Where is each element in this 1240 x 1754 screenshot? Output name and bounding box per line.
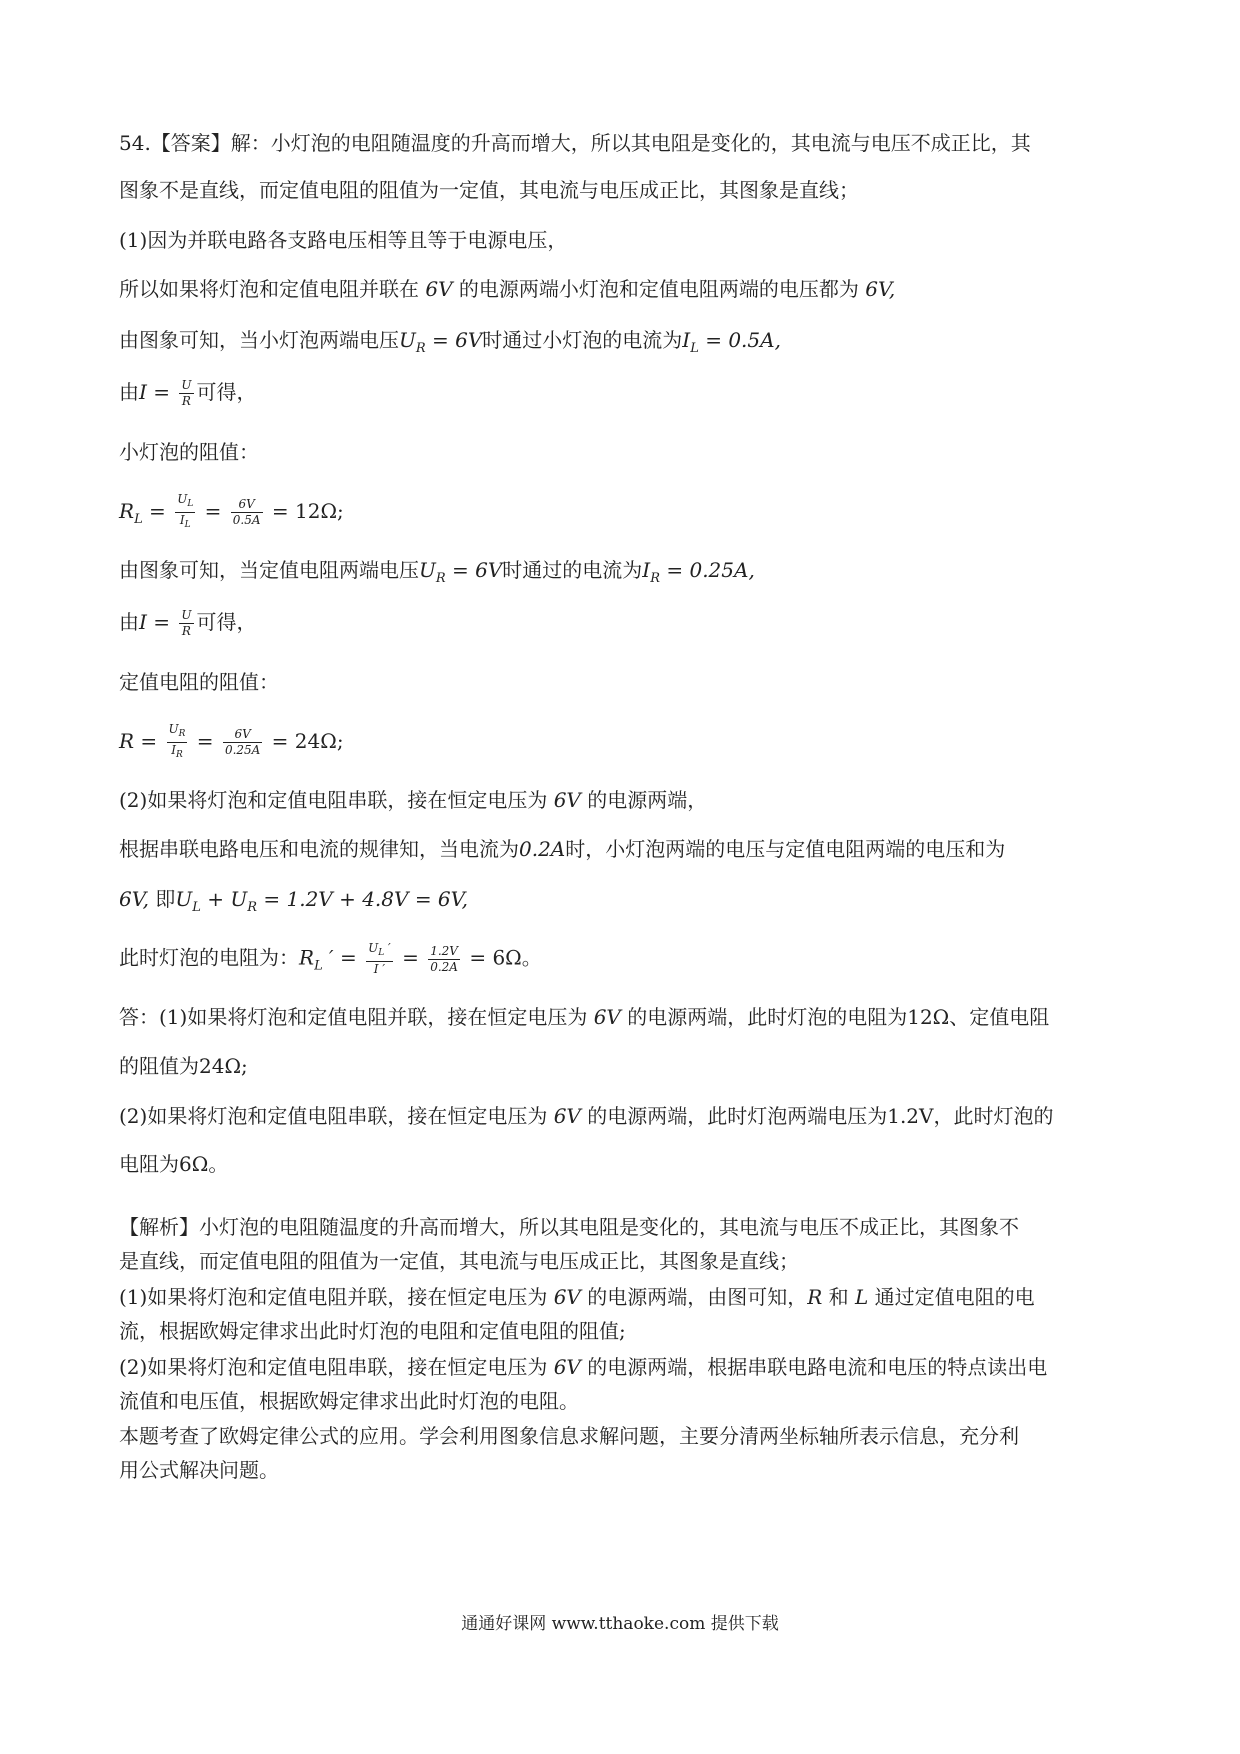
math-var: U: [177, 492, 188, 506]
math-var: R: [807, 1285, 823, 1309]
fraction: [175, 492, 195, 533]
math-var: R: [299, 945, 315, 970]
analysis-line-7: 本题考查了欧姆定律公式的应用。学会利用图象信息求解问题，主要分清两坐标轴所表示信息，充分利: [119, 1424, 1019, 1448]
math-var: L: [855, 1285, 869, 1309]
text-span: 。: [208, 1152, 229, 1176]
math-var: I: [171, 743, 176, 757]
text-span: 由图象可知，当小灯泡两端电压: [119, 328, 399, 352]
math-subscript: L: [690, 341, 699, 356]
fraction-denominator: R: [181, 394, 191, 408]
fraction-denominator: [175, 513, 195, 533]
math-subscript: R: [650, 571, 660, 586]
text-span: ;: [241, 1054, 248, 1078]
text-span: 此时灯泡的电阻为：: [119, 945, 299, 970]
math-span: ′ =: [322, 945, 364, 970]
analysis-line-4: 流，根据欧姆定律求出此时灯泡的电阻和定值电阻的阻值;: [119, 1319, 626, 1343]
text-span: ，此时灯泡的: [933, 1104, 1054, 1128]
math-subscript: R: [175, 750, 183, 760]
fraction: [167, 722, 188, 763]
fraction: [231, 497, 263, 528]
analysis-line-1: 【解析】小灯泡的电阻随温度的升高而增大，所以其电阻是变化的，其电流与电压不成正比，其图象不: [119, 1215, 1019, 1239]
fraction: [428, 944, 460, 975]
answer-line-4: [119, 274, 895, 304]
answer-line-8: [119, 492, 344, 535]
fraction-denominator: 0.5A: [232, 513, 261, 527]
fraction-numerator: [175, 492, 195, 513]
math-span: =: [190, 729, 220, 753]
math-span: 0.2A: [519, 837, 566, 861]
answer-line-6: [119, 377, 257, 409]
fraction-denominator: I ′: [373, 962, 386, 976]
answer-line-9: [119, 555, 755, 594]
text-span: 的电源两端，由图可知，: [580, 1285, 808, 1309]
text-span: 时，小灯泡两端的电压与定值电阻两端的电压和为: [565, 837, 1006, 861]
text-span: 的电源两端，: [580, 788, 708, 812]
math-span: =: [134, 729, 164, 753]
text-span: 根据串联电路电压和电流的规律知，当电流为: [119, 837, 519, 861]
text-span: 答：(1)如果将灯泡和定值电阻并联，接在恒定电压为: [119, 1005, 594, 1029]
math-var: R: [119, 729, 135, 753]
text-span: 由: [119, 380, 139, 404]
math-subscript: L: [192, 900, 201, 915]
math-subscript: R: [435, 571, 446, 586]
math-var: I: [682, 328, 691, 352]
answer-line-10: [119, 607, 257, 639]
math-var: I: [179, 513, 185, 527]
fraction-numerator: U: [181, 378, 192, 392]
text-span: 的电源两端，此时灯泡的电阻为: [620, 1005, 908, 1029]
answer-line-17: [119, 1002, 1049, 1032]
text-span: 可得，: [196, 610, 257, 634]
math-var: U: [175, 887, 193, 911]
text-span: (2)如果将灯泡和定值电阻串联，接在恒定电压为: [119, 1355, 554, 1379]
math-var: U: [368, 941, 379, 955]
math-span: 6V: [553, 1104, 581, 1128]
fraction-denominator: R: [181, 624, 191, 638]
text-span: 的电源两端小灯泡和定值电阻两端的电压都为: [452, 277, 866, 301]
text-span: 由: [119, 610, 139, 634]
fraction-numerator: 6V: [223, 727, 262, 743]
math-var: U: [399, 328, 416, 352]
math-span: 1.2V: [887, 1104, 934, 1128]
math-var: I: [642, 558, 651, 582]
answer-line-14: [119, 834, 1005, 864]
math-span: = 0.5A,: [698, 328, 781, 352]
answer-line-15: [119, 884, 468, 923]
text-span: (2)如果将灯泡和定值电阻串联，接在恒定电压为: [119, 788, 554, 812]
answer-line-5: [119, 325, 781, 364]
text-span: (2)如果将灯泡和定值电阻串联，接在恒定电压为: [119, 1104, 554, 1128]
math-span: 6V: [425, 277, 453, 301]
math-span: 6V,: [119, 887, 150, 911]
fraction-numerator: 1.2V: [430, 943, 458, 958]
math-subscript: L: [187, 499, 194, 509]
analysis-line-6: 流值和电压值，根据欧姆定律求出此时灯泡的电阻。: [119, 1389, 579, 1413]
analysis-line-2: 是直线，而定值电阻的阻值为一定值，其电流与电压成正比，其图象是直线；: [119, 1249, 799, 1273]
analysis-line-5: [119, 1352, 1047, 1382]
math-span: 6V: [593, 1005, 621, 1029]
answer-line-12: [119, 722, 344, 763]
text-span: 时通过小灯泡的电流为: [482, 328, 683, 352]
fraction: [223, 727, 262, 758]
fraction: [179, 378, 193, 409]
math-span: = 6V: [425, 328, 483, 352]
fraction-denominator: 0.25A: [224, 743, 261, 757]
fraction: [179, 608, 193, 639]
math-span: I =: [139, 610, 177, 634]
math-var: R: [119, 499, 135, 523]
fraction: [366, 941, 393, 977]
answer-line-11: 定值电阻的阻值：: [119, 670, 279, 694]
math-span: 6Ω: [179, 1152, 209, 1176]
math-span: 12Ω: [907, 1005, 950, 1029]
math-subscript: R: [247, 900, 258, 915]
text-span: 所以如果将灯泡和定值电阻并联在: [119, 277, 426, 301]
text-span: 和: [822, 1285, 855, 1309]
math-span: I =: [139, 380, 177, 404]
math-subscript: R: [415, 341, 426, 356]
math-subscript: L: [134, 512, 143, 527]
math-span: = 0.25A,: [660, 558, 755, 582]
fraction-numerator: 6V: [231, 497, 263, 513]
analysis-line-8: 用公式解决问题。: [119, 1458, 279, 1482]
answer-line-7: 小灯泡的阻值：: [119, 440, 259, 464]
text-span: 电阻为: [119, 1152, 179, 1176]
text-span: (1)如果将灯泡和定值电阻并联，接在恒定电压为: [119, 1285, 554, 1309]
answer-line-3: (1)因为并联电路各支路电压相等且等于电源电压，: [119, 228, 568, 252]
text-span: 可得，: [196, 380, 257, 404]
math-span: 6V: [553, 1355, 581, 1379]
math-span: 6V,: [865, 277, 896, 301]
text-span: 由图象可知，当定值电阻两端电压: [119, 558, 419, 582]
prime-mark: ′: [384, 941, 391, 955]
math-span: = 12Ω;: [265, 499, 344, 523]
text-span: 的电源两端，根据串联电路电流和电压的特点读出电: [580, 1355, 1048, 1379]
math-subscript: L: [314, 958, 323, 974]
answer-line-19: [119, 1101, 1053, 1131]
text-span: 通过定值电阻的电: [868, 1285, 1035, 1309]
answer-line-16: [119, 941, 542, 982]
text-span: 时通过的电流为: [502, 558, 643, 582]
text-span: 的电源两端，此时灯泡两端电压为: [580, 1104, 888, 1128]
answer-line-2: 图象不是直线，而定值电阻的阻值为一定值，其电流与电压成正比，其图象是直线；: [119, 178, 859, 202]
math-span: = 24Ω;: [265, 729, 344, 753]
analysis-line-3: [119, 1282, 1035, 1312]
fraction-denominator: [167, 743, 188, 763]
text-span: 、定值电阻: [949, 1005, 1050, 1029]
math-span: = 1.2V + 4.8V = 6V,: [257, 887, 468, 911]
math-span: =: [198, 499, 228, 523]
math-span: 6V: [553, 1285, 581, 1309]
answer-line-1: 54.【答案】解：小灯泡的电阻随温度的升高而增大，所以其电阻是变化的，其电流与电压不成正比，其: [119, 131, 1031, 155]
text-span: 即: [149, 887, 176, 911]
answer-line-13: [119, 785, 707, 815]
fraction-numerator: [366, 941, 393, 962]
page-footer: 通通好课网 www.tthaoke.com 提供下载: [461, 1614, 779, 1634]
fraction-numerator: [167, 722, 188, 743]
math-var: U: [168, 722, 179, 736]
answer-line-18: [119, 1051, 248, 1081]
math-span: =: [142, 499, 173, 523]
fraction-numerator: U: [181, 608, 192, 622]
math-span: = 6Ω。: [462, 945, 542, 970]
answer-line-20: [119, 1149, 228, 1179]
math-subscript: L: [378, 948, 385, 958]
math-span: =: [395, 945, 426, 970]
math-span: 6V: [553, 788, 581, 812]
math-var: U: [419, 558, 436, 582]
math-span: 24Ω: [199, 1054, 242, 1078]
text-span: 的阻值为: [119, 1054, 199, 1078]
math-span: + U: [200, 887, 248, 911]
fraction-denominator: 0.2A: [430, 959, 458, 974]
math-subscript: L: [184, 520, 191, 530]
math-subscript: R: [178, 729, 186, 739]
math-span: = 6V: [445, 558, 503, 582]
